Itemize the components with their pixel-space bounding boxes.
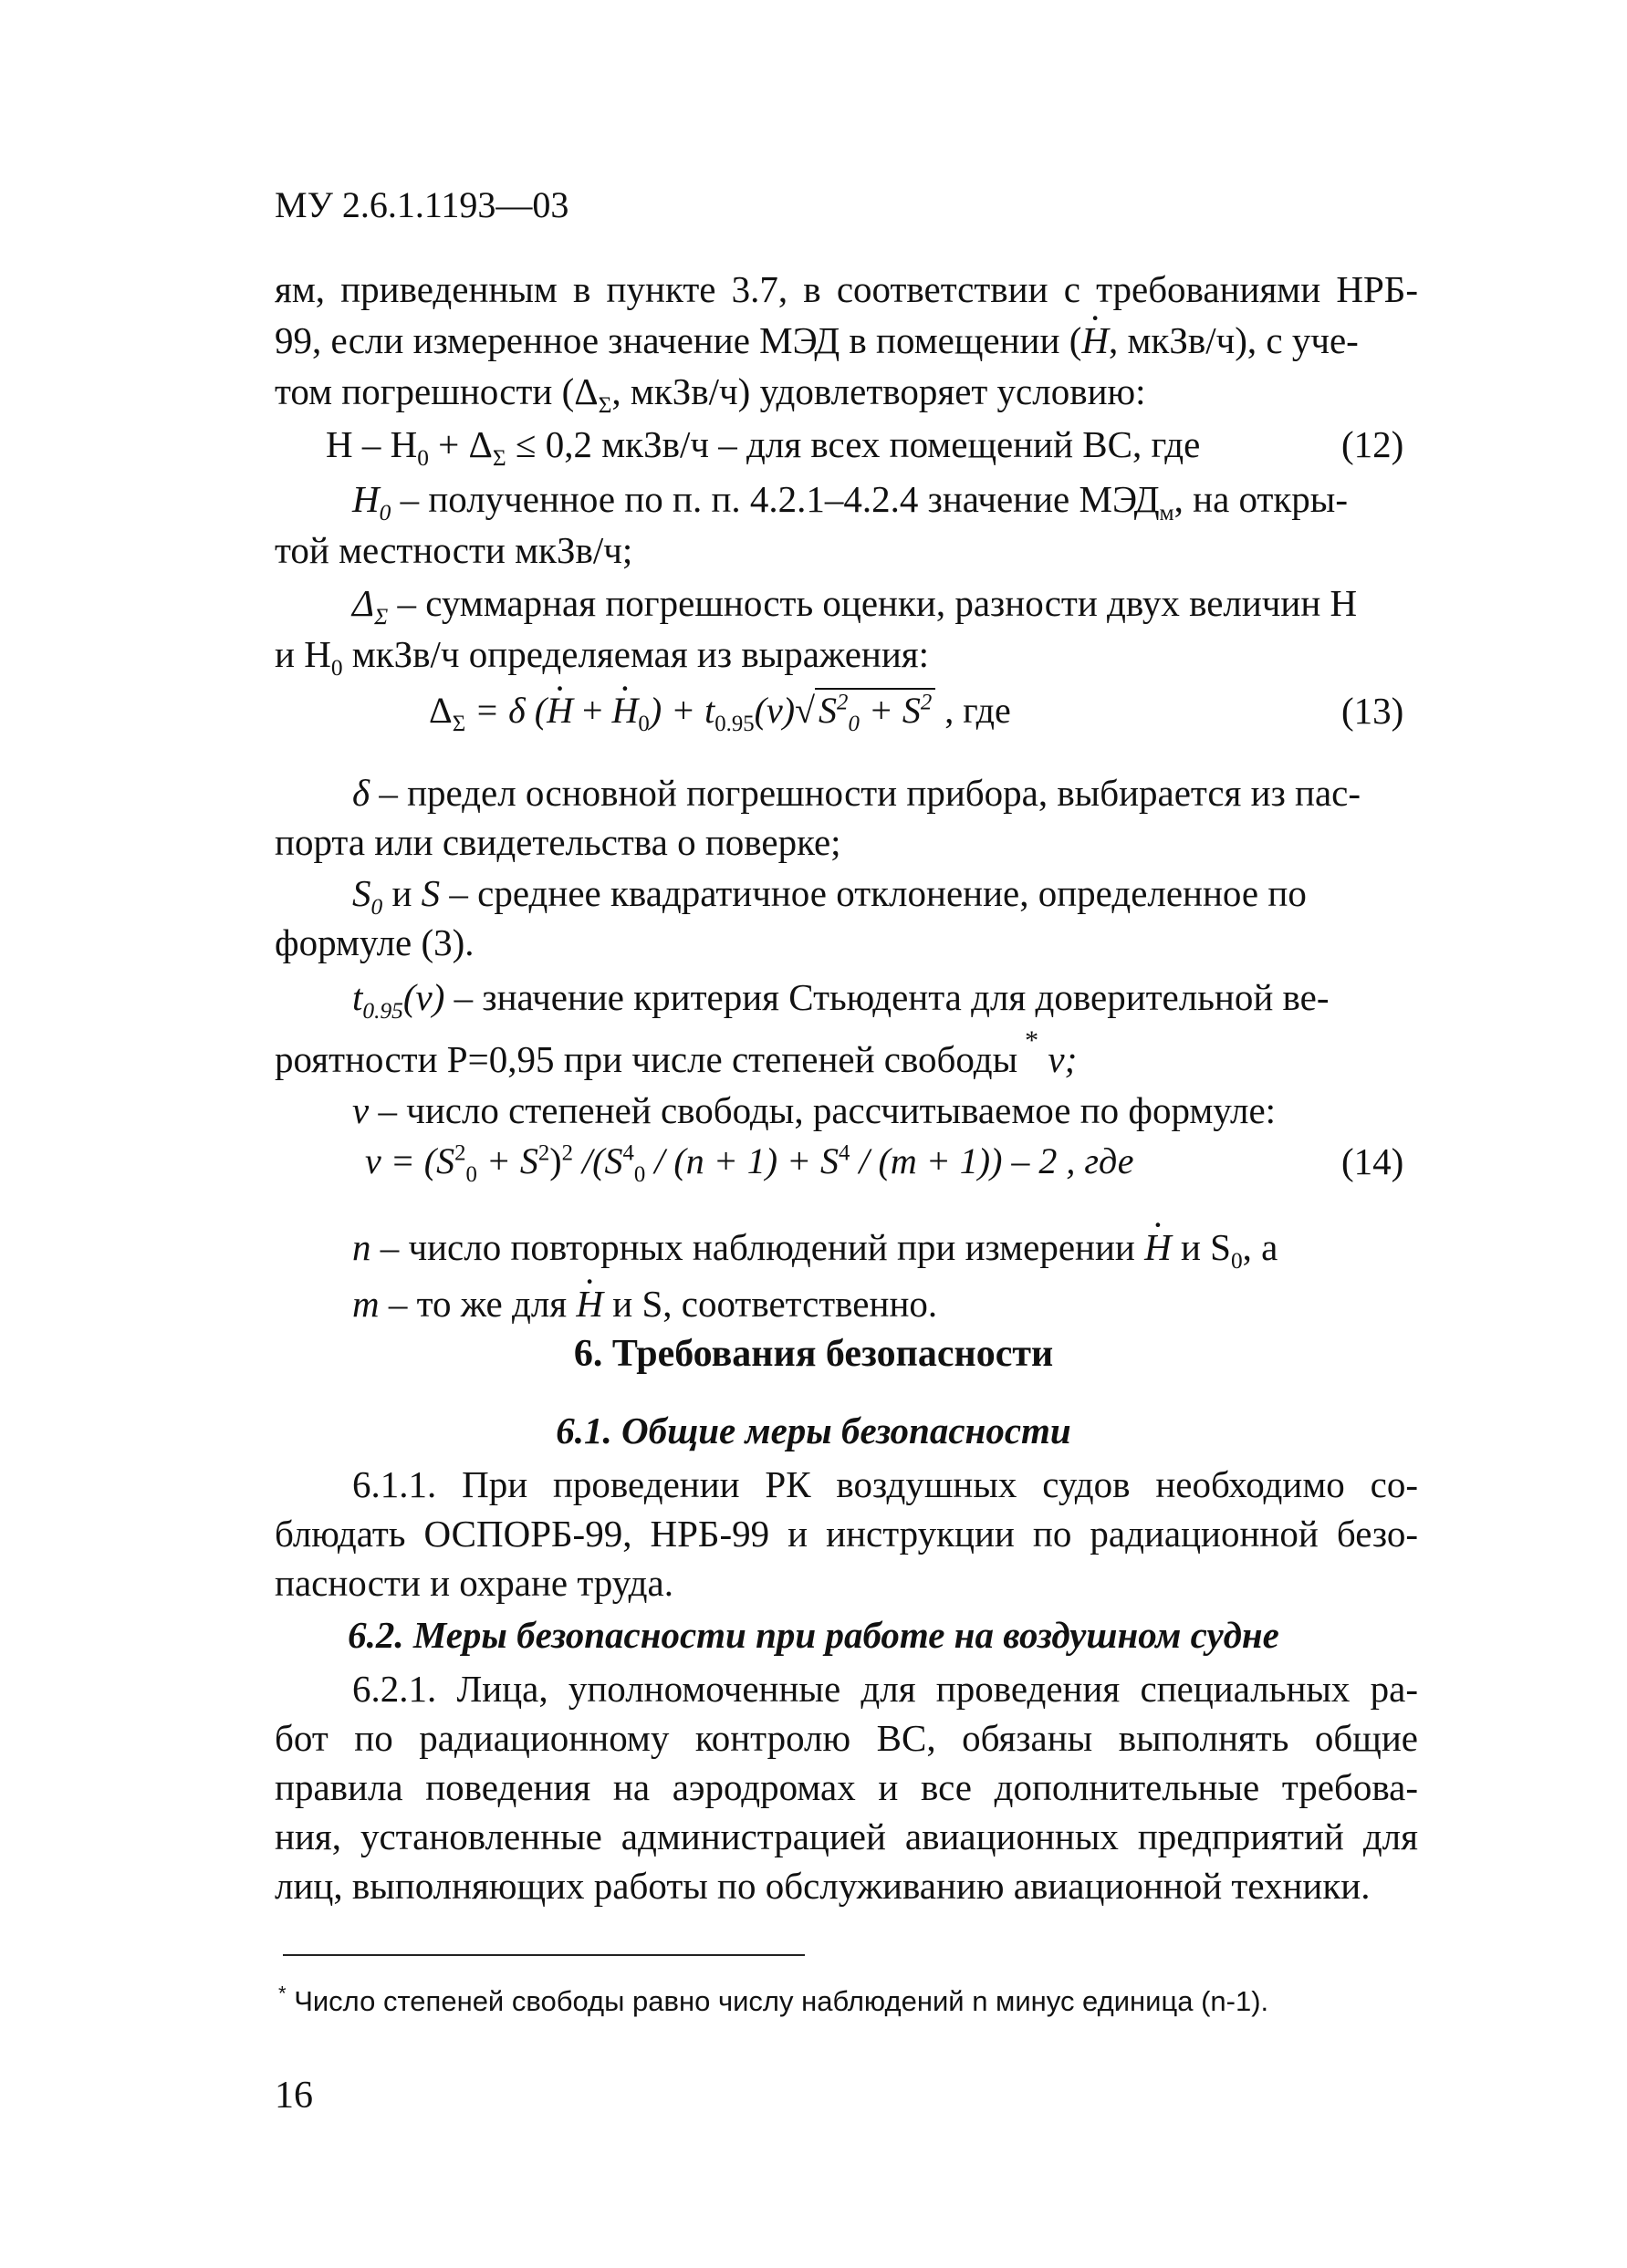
text-fragment: и: [382, 872, 422, 914]
text-fragment: (ν): [402, 976, 445, 1018]
text-fragment: – то же для: [379, 1283, 577, 1325]
variable: n: [352, 1226, 371, 1268]
paragraph-line: правила поведения на аэродромах и все дополнительные требова-: [275, 1766, 1418, 1808]
subscript: м: [1159, 500, 1174, 526]
section-heading: 6. Требования безопасности: [573, 1333, 1054, 1375]
text-fragment: / (m + 1)) – 2 , где: [850, 1140, 1134, 1181]
text-fragment: том погрешности (Δ: [275, 370, 599, 412]
text-fragment: 99, если измеренное значение МЭД в помещении (: [275, 319, 1082, 361]
text-fragment: и Н: [275, 633, 331, 675]
superscript: 2: [837, 690, 849, 715]
subsection-heading: 6.1. Общие меры безопасности: [556, 1410, 1071, 1451]
equation-13: [429, 684, 1011, 737]
subscript: 0: [417, 445, 429, 472]
text-fragment: , а: [1242, 1226, 1278, 1268]
text-fragment: /(S: [573, 1140, 623, 1181]
definition-n: [352, 1221, 1278, 1274]
definition-s: [352, 867, 1418, 920]
text-fragment: +: [572, 690, 612, 731]
text-fragment: + S: [476, 1140, 538, 1181]
subscript: 0: [848, 712, 860, 736]
paragraph-line: пасности и охране труда.: [275, 1562, 673, 1604]
page-number: 16: [275, 2075, 313, 2117]
text-fragment: – полученное по п. п. 4.2.1–4.2.4 значение МЭД: [391, 478, 1160, 520]
paragraph-line: [275, 1025, 1078, 1086]
h-dot-symbol: · Н: [547, 684, 573, 737]
h-dot-symbol: · Н: [1081, 314, 1109, 367]
definition-m: [352, 1277, 937, 1330]
text-fragment: , на откры-: [1173, 478, 1349, 520]
variable: ν: [352, 1089, 370, 1131]
subscript: Σ: [374, 604, 389, 630]
paragraph-line: бот по радиационному контролю ВС, обязаны выполнять общие: [275, 1717, 1418, 1759]
subscript: 0: [330, 655, 343, 681]
h-dot-symbol: · Н: [576, 1277, 603, 1330]
footnote-marker: *: [1025, 1025, 1039, 1056]
subscript: 0.95: [362, 998, 403, 1025]
superscript: 2: [920, 690, 933, 715]
subscript: 0: [1230, 1248, 1243, 1274]
document-code-header: МУ 2.6.1.1193—03: [275, 184, 569, 225]
definition-h0: [352, 473, 1418, 525]
text-fragment: , мкЗв/ч), с уче-: [1108, 319, 1359, 361]
text-fragment: – среднее квадратичное отклонение, определенное по: [440, 872, 1307, 914]
text-fragment: ) + t: [649, 690, 715, 731]
definition-nu: [352, 1084, 1276, 1137]
superscript: 2: [561, 1140, 574, 1166]
paragraph-line: ния, установленные администрацией авиационных предприятий для: [275, 1815, 1418, 1857]
text-fragment: ): [549, 1140, 562, 1181]
sqrt-sign: √: [795, 690, 816, 731]
paragraph-line: [275, 314, 1418, 367]
subscript: 0: [633, 1162, 646, 1187]
paragraph-line: порта или свидетельства о поверке;: [275, 821, 841, 863]
variable: δ: [352, 772, 370, 814]
text-fragment: ≤ 0,2 мкЗв/ч – для всех помещений ВС, где: [506, 423, 1201, 465]
text-fragment: (ν): [754, 690, 796, 731]
superscript: 2: [454, 1140, 466, 1166]
paragraph-line: блюдать ОСПОРБ-99, НРБ-99 и инструкции по радиационной безо-: [275, 1513, 1418, 1555]
text-fragment: Δ: [429, 690, 453, 731]
paragraph-line: 6.1.1. При проведении РК воздушных судов необходимо со-: [352, 1463, 1418, 1505]
definition-t: [352, 971, 1418, 1024]
text-fragment: S: [819, 690, 838, 731]
subscript: Σ: [598, 392, 612, 419]
variable: S: [352, 872, 371, 914]
footnote: [278, 1982, 1268, 2022]
subscript: Σ: [492, 445, 506, 472]
definition-delta-sigma: [352, 577, 1418, 629]
text-fragment: – суммарная погрешность оценки, разности двух величин Н: [388, 582, 1358, 624]
text-fragment: , где: [935, 690, 1011, 731]
paragraph-line: [275, 628, 929, 681]
variable: ν;: [1048, 1038, 1078, 1080]
variable: S: [421, 872, 441, 914]
text-fragment: – предел основной погрешности прибора, выбирается из пас-: [370, 772, 1361, 814]
superscript: 2: [537, 1140, 550, 1166]
equation-14: [365, 1135, 1133, 1188]
text-fragment: – значение критерия Стьюдента для доверительной ве-: [444, 976, 1330, 1018]
text-fragment: – число повторных наблюдений при измерении: [370, 1226, 1145, 1268]
subscript: 0.95: [714, 712, 755, 736]
subscript: 0: [379, 500, 391, 526]
text-fragment: / (n + 1) + S: [645, 1140, 840, 1181]
text-fragment: = δ (: [465, 690, 548, 731]
equation-12: [326, 418, 1200, 471]
variable: t: [352, 976, 363, 1018]
variable: Н: [352, 478, 380, 520]
variable: Δ: [352, 582, 375, 624]
subscript: 0: [638, 712, 650, 736]
equation-number: (14): [1341, 1140, 1404, 1182]
text-fragment: и S: [1171, 1226, 1231, 1268]
h-dot-symbol: · Н: [1144, 1221, 1172, 1274]
text-fragment: ν = (S: [365, 1140, 455, 1181]
text-fragment: , мкЗв/ч) удовлетворяет условию:: [611, 370, 1146, 412]
subscript: 0: [465, 1162, 477, 1187]
paragraph-line: лиц, выполняющих работы по обслуживанию авиационной техники.: [275, 1865, 1371, 1907]
text-fragment: и S, соответственно.: [603, 1283, 938, 1325]
variable: m: [352, 1283, 380, 1325]
h-dot-symbol: · Н: [612, 684, 639, 737]
paragraph-line: формуле (3).: [275, 921, 475, 963]
subscript: Σ: [452, 712, 466, 736]
equation-number: (13): [1341, 690, 1404, 732]
text-fragment: + S: [859, 690, 921, 731]
superscript: 4: [839, 1140, 850, 1166]
footnote-marker: *: [278, 1982, 287, 2005]
definition-delta: [352, 766, 1418, 819]
paragraph-line: 6.2.1. Лица, уполномоченные для проведения специальных ра-: [352, 1668, 1418, 1710]
footnote-text: Число степеней свободы равно числу наблюдений n минус единица (n-1).: [294, 1985, 1269, 2017]
paragraph-line: [275, 365, 1146, 418]
paragraph-line: той местности мкЗв/ч;: [275, 529, 633, 571]
subscript: 0: [370, 894, 383, 921]
subsection-heading: 6.2. Меры безопасности при работе на воздушном судне: [348, 1614, 1279, 1656]
text-fragment: Н – Н: [326, 423, 418, 465]
superscript: 4: [622, 1140, 634, 1166]
text-fragment: роятности Р=0,95 при числе степеней свободы: [275, 1038, 1018, 1080]
footnote-separator: [283, 1954, 805, 1956]
sqrt-body: [815, 688, 935, 736]
text-fragment: – число степеней свободы, рассчитываемое по формуле:: [369, 1089, 1277, 1131]
paragraph-line: ям, приведенным в пункте 3.7, в соответствии с требованиями НРБ-: [275, 268, 1418, 310]
text-fragment: + Δ: [428, 423, 493, 465]
equation-number: (12): [1341, 423, 1404, 465]
text-fragment: мкЗв/ч определяемая из выражения:: [342, 633, 930, 675]
